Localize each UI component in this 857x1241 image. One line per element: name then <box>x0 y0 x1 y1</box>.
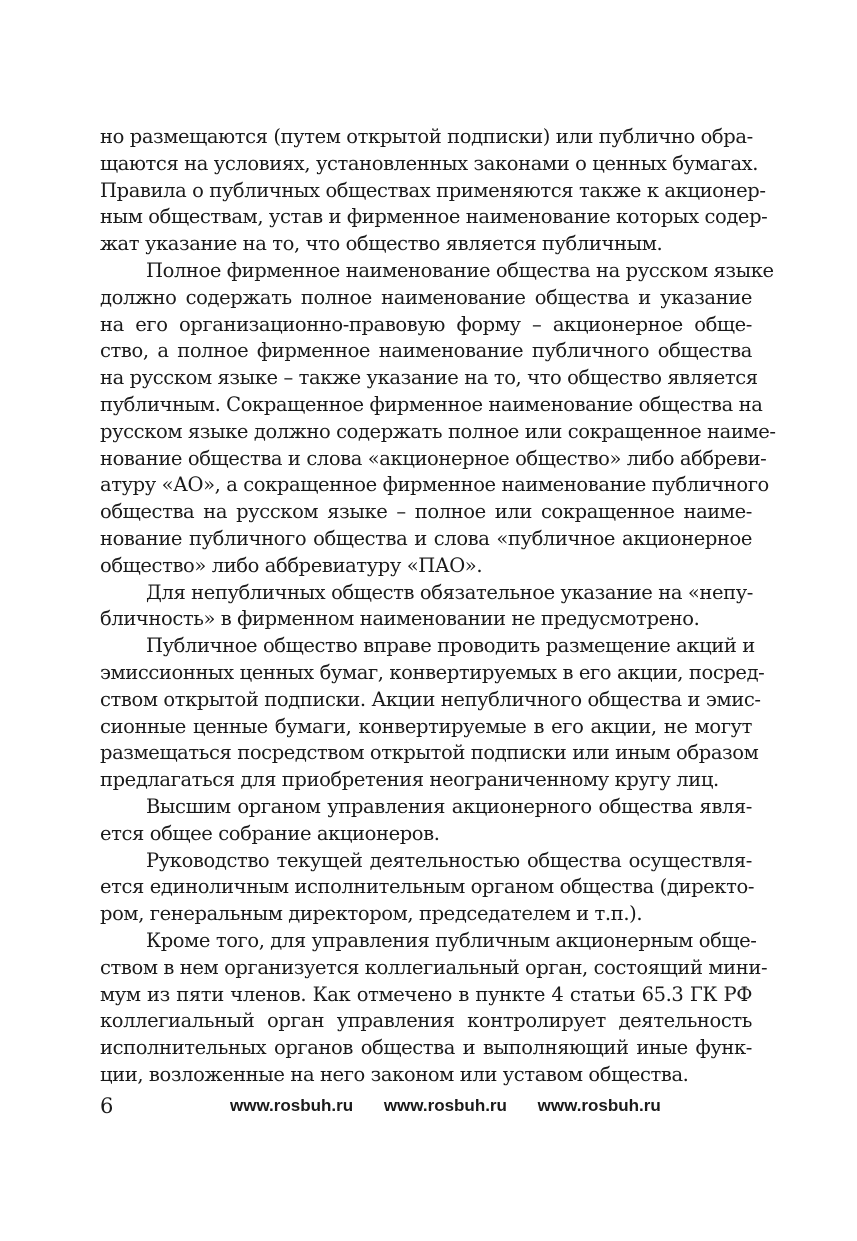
text-line: Для непубличных обществ обязательное указание на «непу- <box>146 580 753 604</box>
text-line: атуру «АО», а сокращенное фирменное наименование публичного <box>100 473 769 497</box>
text-line: нование публичного общества и слова «публичное акционерное <box>100 526 752 550</box>
paragraph <box>100 580 752 634</box>
text-line: размещаться посредством открытой подписки или иным образом <box>100 741 759 765</box>
text-line: Руководство текущей деятельностью общества осуществля- <box>146 848 752 872</box>
text-line: ется общее собрание акционеров. <box>100 821 440 845</box>
text-line: Высшим органом управления акционерного общества явля- <box>146 794 752 818</box>
text-line: ным обществам, устав и фирменное наименование которых содер- <box>100 205 768 229</box>
text-line: нование общества и слова «акционерное общество» либо аббреви- <box>100 446 767 470</box>
paragraph <box>100 124 768 258</box>
paragraph <box>100 794 752 848</box>
site-link[interactable]: www.rosbuh.ru <box>383 1096 507 1115</box>
page-number: 6 <box>100 1094 114 1118</box>
text-line: эмиссионных ценных бумаг, конвертируемых в его акции, посред- <box>100 660 765 684</box>
text-line: Публичное общество вправе проводить размещение акций и <box>146 634 755 658</box>
page-body <box>100 124 776 1089</box>
text-line: ции, возложенные на него законом или уставом общества. <box>100 1062 689 1086</box>
text-line: должно содержать полное наименование общества и указание <box>100 285 752 309</box>
text-line: ством в нем организуется коллегиальный орган, состоящий мини- <box>100 955 768 979</box>
paragraph <box>100 848 755 928</box>
text-line: мум из пяти членов. Как отмечено в пункте 4 статьи 65.3 ГК РФ <box>100 982 752 1006</box>
text-line: ство, а полное фирменное наименование публичного общества <box>100 339 752 363</box>
text-line: исполнительных органов общества и выполняющий иные функ- <box>100 1036 752 1060</box>
text-line: но размещаются (путем открытой подписки) или публично обра- <box>100 125 753 148</box>
text-line: на его организационно-правовую форму – акционерное обще- <box>100 312 752 336</box>
text-line: предлагаться для приобретения неограниченному кругу лиц. <box>100 768 719 792</box>
text-line: щаются на условиях, установленных законами о ценных бумагах. <box>100 151 759 175</box>
text-line: сионные ценные бумаги, конвертируемые в его акции, не могут <box>100 714 752 738</box>
text-line: Полное фирменное наименование общества на русском языке <box>146 258 774 282</box>
paragraph <box>100 928 768 1089</box>
text-line: общество» либо аббревиатуру «ПАО». <box>100 553 483 577</box>
text-line: Правила о публичных обществах применяются также к акционер- <box>100 178 766 202</box>
footer-links <box>230 1096 687 1116</box>
text-line: на русском языке – также указание на то, что общество является <box>100 366 758 390</box>
text-line: бличность» в фирменном наименовании не предусмотрено. <box>100 607 700 631</box>
text-line: ется единоличным исполнительным органом общества (директо- <box>100 875 755 899</box>
text-line: жат указание на то, что общество является публичным. <box>100 232 663 256</box>
site-link[interactable]: www.rosbuh.ru <box>537 1096 661 1115</box>
text-line: публичным. Сокращенное фирменное наименование общества на <box>100 392 763 416</box>
text-line: ром, генеральным директором, председателем и т.п.). <box>100 902 643 926</box>
text-line: русском языке должно содержать полное или сокращенное наиме- <box>100 419 776 443</box>
site-link[interactable]: www.rosbuh.ru <box>230 1096 354 1115</box>
paragraph <box>100 258 776 580</box>
page-footer <box>100 1094 752 1120</box>
text-line: общества на русском языке – полное или сокращенное наиме- <box>100 500 752 524</box>
text-line: ством открытой подписки. Акции непубличного общества и эмис- <box>100 687 761 711</box>
paragraph <box>100 633 765 794</box>
text-line: Кроме того, для управления публичным акционерным обще- <box>146 928 757 952</box>
text-line: коллегиальный орган управления контролирует деятельность <box>100 1009 752 1033</box>
